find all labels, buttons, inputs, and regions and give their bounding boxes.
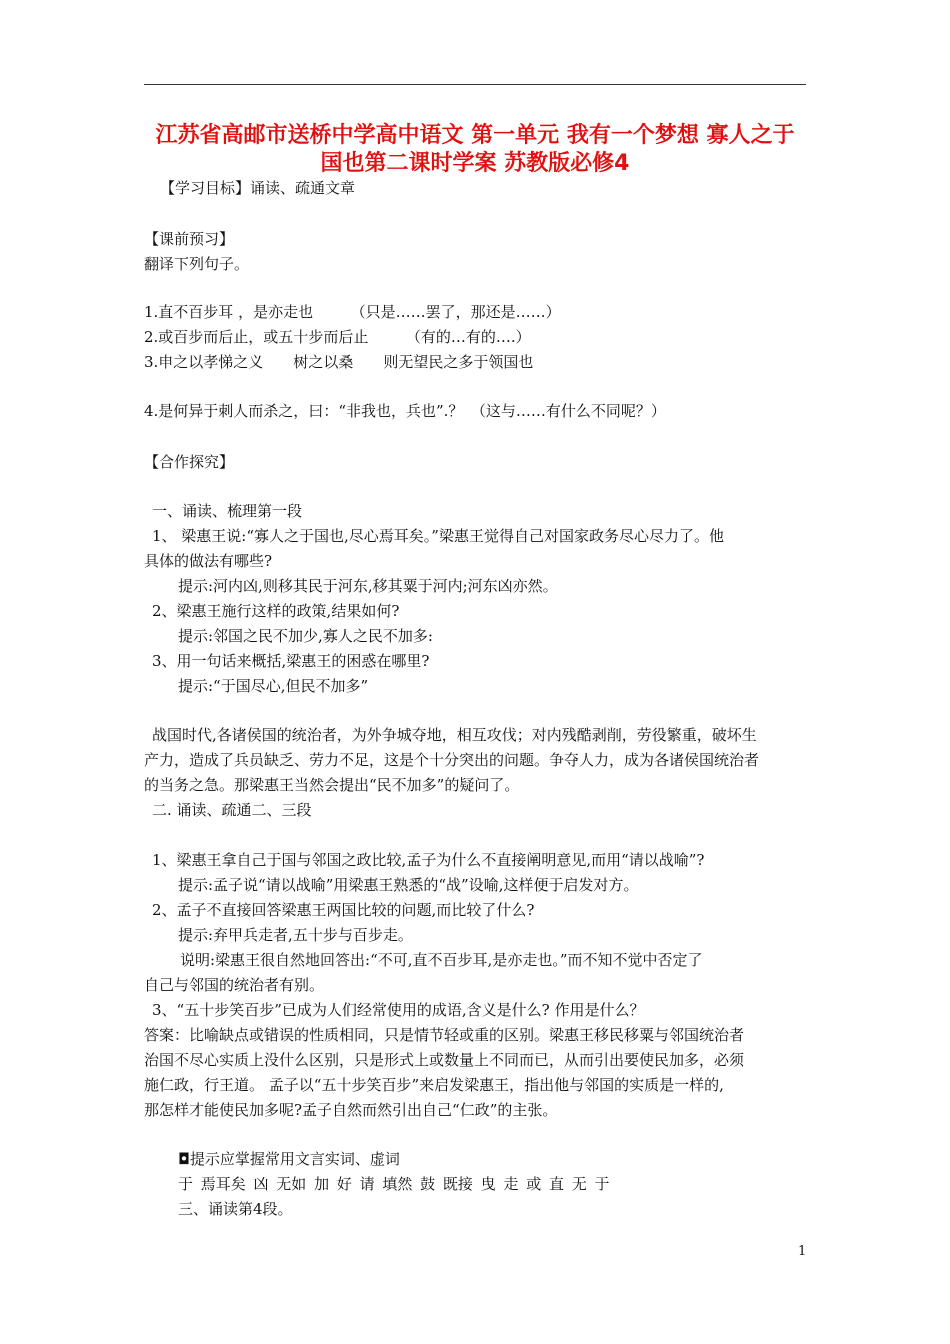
document-title (144, 122, 806, 178)
explanation-line-1: 说明:梁惠王很自然地回答出:“不可,直不百步耳,是亦走也。”而不知不觉中否定了 (180, 951, 703, 969)
header-rule (144, 84, 806, 85)
paragraph-question-2: 2、孟子不直接回答梁惠王两国比较的问题,而比较了什么? (152, 901, 535, 919)
sentence-1: 1.直不百步耳 ，是亦走也 （只是……罢了，那还是……） (144, 303, 561, 321)
sentence-2: 2.或百步而后止，或五十步而后止 （有的…有的….） (144, 328, 531, 346)
section-2-heading: 二. 诵读、疏通二、三段 (152, 801, 312, 819)
sentence-4: 4.是何异于刺人而杀之，曰：“非我也，兵也”.？ （这与……有什么不同呢？） (144, 402, 666, 420)
explanation-line-2: 自己与邻国的统治者有别。 (144, 976, 325, 994)
preview-heading: 【课前预习】 (144, 230, 235, 248)
page-number: 1 (798, 1244, 807, 1259)
sentence-3: 3.申之以孝悌之义 树之以桑 则无望民之多于领国也 (144, 353, 534, 371)
answer-line-1: 答案：比喻缺点或错误的性质相同，只是情节轻或重的区别。梁惠王移民移粟与邻国统治者 (144, 1026, 745, 1044)
hint-2: 提示:邻国之民不加少,寡人之民不加多: (178, 627, 433, 645)
question-1-line-1: 1、 梁惠王说:“寡人之于国也,尽心焉耳矣。”梁惠王觉得自己对国家政务尽心尽力了。他 (152, 527, 724, 545)
hint-1: 提示:河内凶,则移其民于河东,移其粟于河内;河东凶亦然。 (178, 577, 558, 595)
title-line-1: 江苏省高邮市送桥中学高中语文 第一单元 我有一个梦想 寡人之于 (155, 123, 795, 148)
section-3-heading: 三、诵读第4段。 (178, 1200, 293, 1218)
paragraph-question-1: 1、梁惠王拿自己于国与邻国之政比较,孟子为什么不直接阐明意见,而用“请以战喻”? (152, 851, 705, 869)
title-line-2: 国也第二课时学案 苏教版必修4 (320, 151, 630, 176)
question-2: 2、梁惠王施行这样的政策,结果如何? (152, 602, 400, 620)
answer-line-4: 那怎样才能使民加多呢?孟子自然而然引出自己“仁政”的主张。 (144, 1101, 558, 1119)
question-1-line-2: 具体的做法有哪些? (144, 552, 273, 570)
explore-heading: 【合作探究】 (144, 453, 235, 471)
section-1-heading: 一、诵读、梳理第一段 (152, 502, 303, 520)
vocabulary-tip: ◘提示应掌握常用文言实词、虚词 (178, 1150, 400, 1168)
paragraph-hint-1: 提示:孟子说“请以战喻”用梁惠王熟悉的“战”设喻,这样便于启发对方。 (178, 876, 639, 894)
question-3: 3、用一句话来概括,梁惠王的困惑在哪里? (152, 652, 430, 670)
preview-instruction: 翻译下列句子。 (144, 255, 250, 273)
paragraph-question-3: 3、“五十步笑百步”已成为人们经常使用的成语,含义是什么? 作用是什么？ (152, 1001, 645, 1019)
vocabulary-words: 于 焉耳矣 凶 无如 加 好 请 填然 鼓 既接 曳 走 或 直 无 于 (178, 1175, 610, 1193)
answer-line-2: 治国不尽心实质上没什么区别，只是形式上或数量上不同而已，从而引出要使民加多，必须 (144, 1051, 745, 1069)
paragraph-hint-2: 提示:弃甲兵走者,五十步与百步走。 (178, 926, 413, 944)
learning-objective: 【学习目标】诵读、疏通文章 (160, 179, 356, 197)
answer-line-3: 施仁政，行王道。 孟子以“五十步笑百步”来启发梁惠王，指出他与邻国的实质是一样的, (144, 1076, 724, 1094)
hint-3: 提示:“于国尽心,但民不加多” (178, 677, 369, 695)
background-line-1: 战国时代,各诸侯国的统治者，为外争城夺地，相互攻伐；对内残酷剥削，劳役繁重，破坏生 (152, 726, 757, 744)
background-line-3: 的当务之急。那梁惠王当然会提出“民不加多”的疑问了。 (144, 776, 520, 794)
background-line-2: 产力，造成了兵员缺乏、劳力不足，这是个十分突出的问题。争夺人力，成为各诸侯国统治者 (144, 751, 760, 769)
